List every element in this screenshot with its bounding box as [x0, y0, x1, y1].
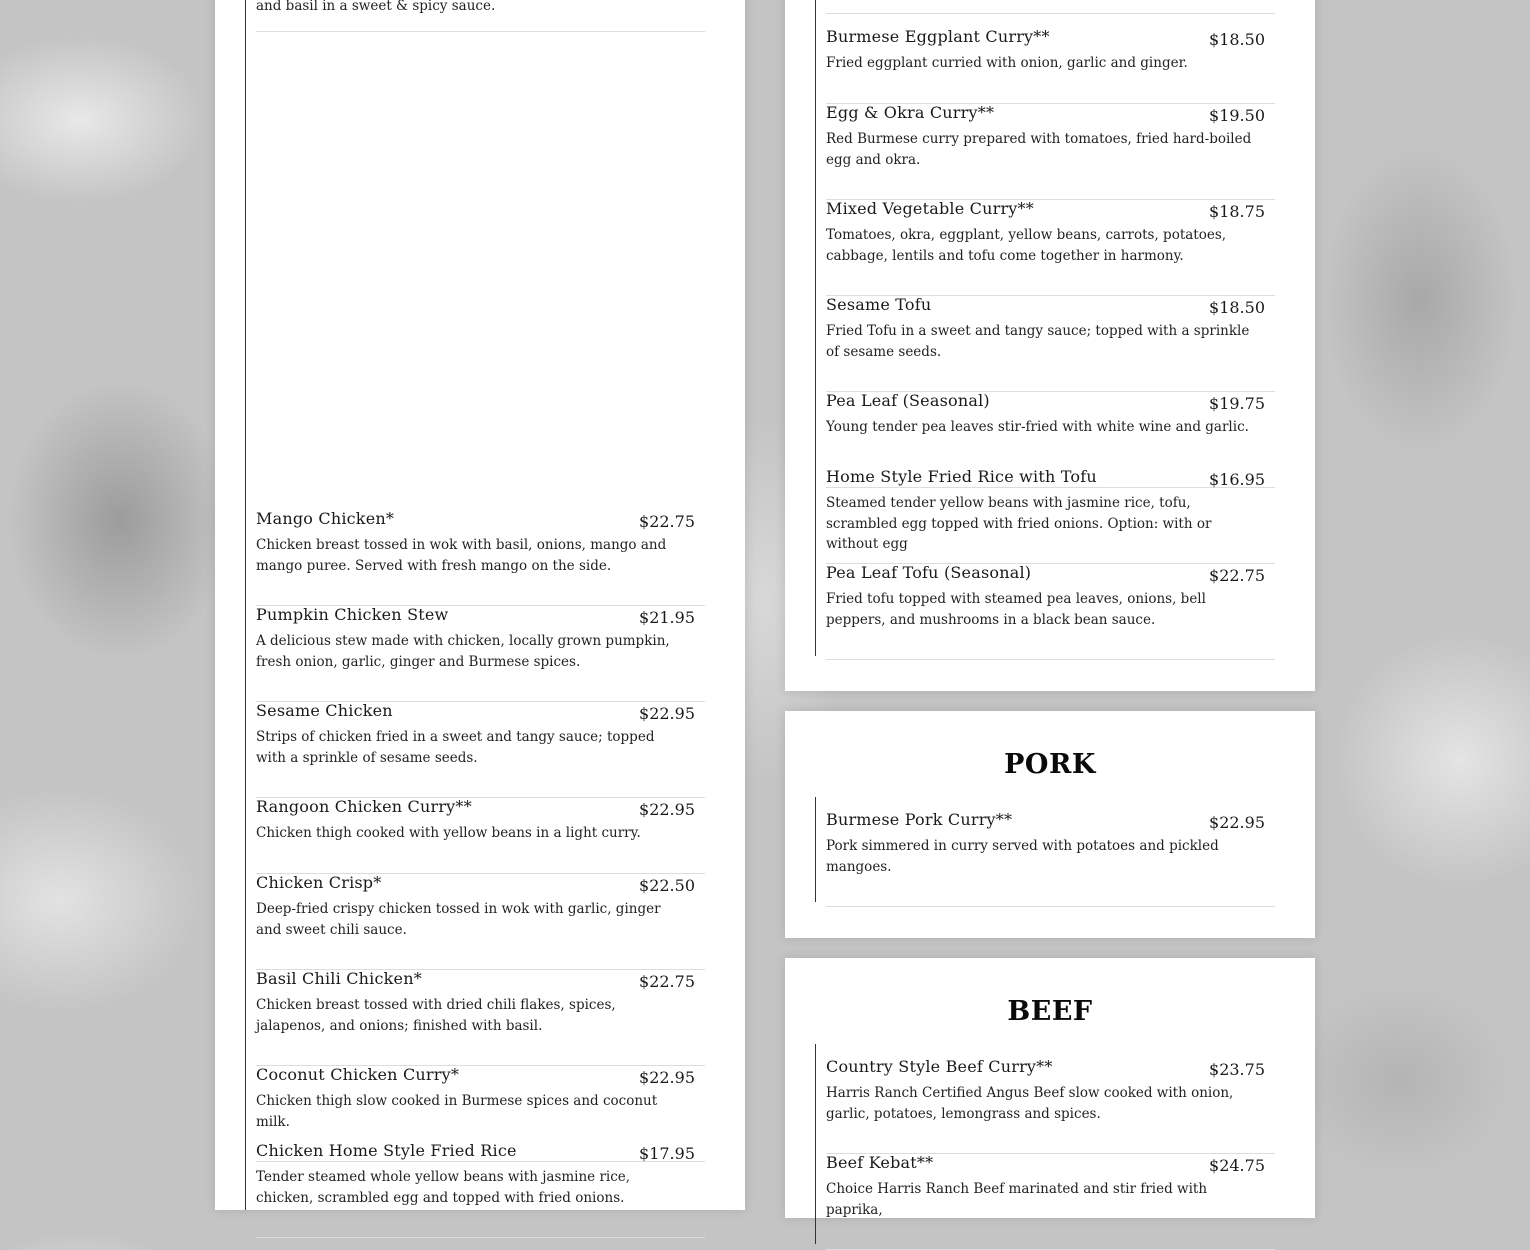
menu-item-price: $18.75 [1209, 202, 1265, 221]
menu-item-description: Deep-fried crispy chicken tossed in wok with garlic, ginger and sweet chili sauce. [256, 901, 661, 938]
menu-item-description: Tomatoes, okra, eggplant, yellow beans, carrots, potatoes, cabbage, lentils and tofu come together in harmony. [826, 227, 1227, 264]
menu-item-name: Pea Leaf (Seasonal) [826, 391, 990, 410]
menu-item-price: $22.75 [639, 512, 695, 531]
menu-item-price: $22.75 [1209, 566, 1265, 585]
menu-item-price: $21.95 [639, 608, 695, 627]
menu-item-description: Choice Harris Ranch Beef marinated and stir fried with paprika, [826, 1181, 1208, 1218]
menu-item-name: Egg & Okra Curry** [826, 103, 995, 122]
menu-item-name: Chicken Crisp* [256, 873, 382, 892]
menu-item-price: $18.50 [1209, 298, 1265, 317]
menu-item-description: Strips of chicken fried in a sweet and tangy sauce; topped with a sprinkle of sesame seeds. [256, 729, 655, 766]
menu-item [826, 563, 1275, 660]
menu-item-name: Mango Chicken* [256, 509, 395, 528]
menu-item-name: Home Style Fried Rice with Tofu [826, 467, 1097, 486]
menu-item-price: $23.75 [1209, 1060, 1265, 1079]
menu-item-name: Pumpkin Chicken Stew [256, 605, 449, 624]
menu-item-price: $22.95 [639, 1068, 695, 1087]
menu-item-name: Pea Leaf Tofu (Seasonal) [826, 563, 1032, 582]
menu-item-partial [256, 0, 705, 32]
menu-item-name: Basil Chili Chicken* [256, 969, 422, 988]
menu-item-description: Fried tofu topped with steamed pea leaves, onions, bell peppers, and mushrooms in a black bean sauce. [826, 591, 1206, 628]
menu-item-description: Fried Tofu in a sweet and tangy sauce; topped with a sprinkle of sesame seeds. [826, 323, 1250, 360]
menu-item-name: Mixed Vegetable Curry** [826, 199, 1034, 218]
menu-item-description: Fried eggplant curried with onion, garlic and ginger. [826, 55, 1188, 71]
menu-item-name: Rangoon Chicken Curry** [256, 797, 472, 816]
menu-item-price: $19.50 [1209, 106, 1265, 125]
menu-item [826, 103, 1275, 200]
section-title: BEEF [1007, 996, 1093, 1027]
menu-item-description: A delicious stew made with chicken, locally grown pumpkin, fresh onion, garlic, ginger and Burmese spices. [256, 633, 670, 670]
menu-item-price: $22.95 [639, 800, 695, 819]
menu-item-description: Red Burmese curry prepared with tomatoes, fried hard-boiled egg and okra. [826, 131, 1252, 168]
menu-item-description: Steamed tender yellow beans with jasmine rice, tofu, scrambled egg topped with fried onions. Option: with or without egg [826, 495, 1212, 552]
menu-item-description: and basil in a sweet & spicy sauce. [256, 0, 496, 14]
menu-item-name: Chicken Home Style Fried Rice [256, 1141, 517, 1160]
menu-item [826, 295, 1275, 392]
menu-item-name: Country Style Beef Curry** [826, 1057, 1053, 1076]
menu-item [826, 810, 1275, 907]
menu-item-description: Young tender pea leaves stir-fried with white wine and garlic. [826, 419, 1249, 435]
menu-item-name: Burmese Pork Curry** [826, 810, 1013, 829]
menu-item-name: Sesame Chicken [256, 701, 393, 720]
menu-item-description: Harris Ranch Certified Angus Beef slow cooked with onion, garlic, potatoes, lemongrass and spices. [826, 1085, 1234, 1122]
menu-item-partial [826, 0, 1275, 14]
menu-item [256, 605, 705, 702]
vegetarian-menu-panel [785, 0, 1315, 691]
menu-item [826, 27, 1275, 104]
chicken-menu-list [245, 0, 705, 1210]
menu-item [256, 701, 705, 798]
menu-item-description: Chicken breast tossed in wok with basil, onions, mango and mango puree. Served with fresh mango on the side. [256, 537, 667, 574]
menu-item-name: Coconut Chicken Curry* [256, 1065, 460, 1084]
menu-item-name: Sesame Tofu [826, 295, 932, 314]
menu-item-price: $19.75 [1209, 394, 1265, 413]
menu-item-price: $22.95 [639, 704, 695, 723]
menu-item [256, 1141, 705, 1238]
menu-item-description: Tender steamed whole yellow beans with jasmine rice, chicken, scrambled egg and topped with fried onions. [256, 1169, 631, 1206]
menu-item-price: $18.50 [1209, 30, 1265, 49]
menu-item-description: Pork simmered in curry served with potatoes and pickled mangoes. [826, 838, 1219, 875]
menu-item-name: Burmese Eggplant Curry** [826, 27, 1050, 46]
beef-menu-list [815, 1044, 1275, 1244]
menu-item-name: Beef Kebat** [826, 1153, 934, 1172]
section-title: PORK [1004, 749, 1096, 780]
beef-section [785, 958, 1315, 1218]
menu-item [826, 1057, 1275, 1154]
menu-item [826, 1153, 1275, 1250]
chicken-menu-panel [215, 0, 745, 1210]
menu-item [256, 873, 705, 970]
vegetarian-menu-list [815, 0, 1275, 656]
menu-item-description: Chicken breast tossed with dried chili flakes, spices, jalapenos, and onions; finished with basil. [256, 997, 616, 1034]
menu-item [256, 969, 705, 1066]
menu-item [826, 199, 1275, 296]
pork-menu-list [815, 797, 1275, 902]
menu-item-description: Chicken thigh cooked with yellow beans in a light curry. [256, 825, 641, 841]
menu-item-price: $16.95 [1209, 470, 1265, 489]
menu-item-price: $22.95 [1209, 813, 1265, 832]
menu-item-description: Chicken thigh slow cooked in Burmese spices and coconut milk. [256, 1093, 658, 1130]
pork-section [785, 711, 1315, 938]
menu-item [826, 467, 1275, 564]
menu-item [256, 509, 705, 606]
menu-item-price: $22.50 [639, 876, 695, 895]
menu-item [256, 797, 705, 874]
menu-item-price: $24.75 [1209, 1156, 1265, 1175]
menu-item-price: $17.95 [639, 1144, 695, 1163]
menu-item-price: $22.75 [639, 972, 695, 991]
